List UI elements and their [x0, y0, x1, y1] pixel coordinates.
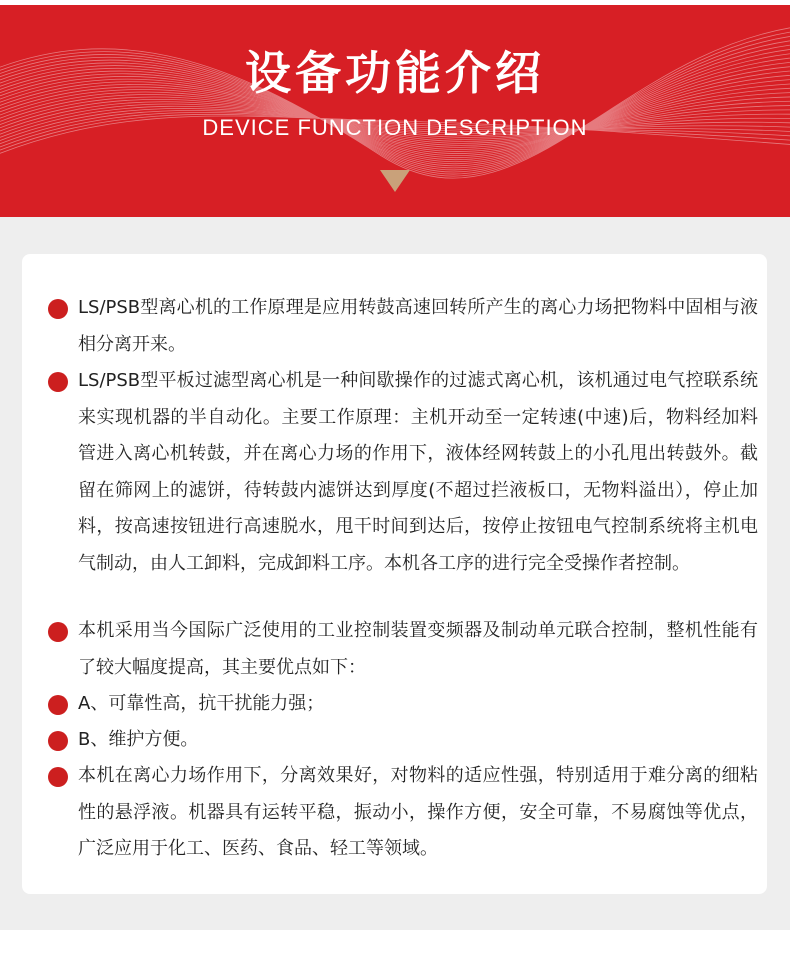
bullet-dot-icon	[48, 622, 68, 642]
list-item-text: 本机在离心力场作用下，分离效果好，对物料的适应性强，特别适用于难分离的细粘性的悬浮液。机器具有运转平稳，振动小，操作方便，安全可靠，不易腐蚀等优点，广泛应用于化工、医药、食品、轻工等领域。	[78, 765, 758, 859]
bullet-dot-icon	[48, 695, 68, 715]
down-arrow-icon	[380, 170, 410, 192]
list-item-text: LS/PSB型平板过滤型离心机是一种间歇操作的过滤式离心机，该机通过电气控联系统来实现机器的半自动化。主要工作原理：主机开动至一定转速(中速)后，物料经加料管进入离心机转鼓，并在离心力场的作用下，液体经网转鼓上的小孔甩出转鼓外。截留在筛网上的滤饼，待转鼓内滤饼达到厚度(不超过拦液板口，无物料溢出），停止加料，按高速按钮进行高速脱水，甩干时间到达后，按停止按钮电气控制系统将主机电气制动，由人工卸料，完成卸料工序。本机各工序的进行完全受操作者控制。	[78, 370, 758, 574]
page-subtitle: DEVICE FUNCTION DESCRIPTION	[202, 115, 588, 140]
header-banner	[0, 5, 790, 217]
bullet-dot-icon	[48, 372, 68, 392]
list-item-text: B、维护方便。	[78, 729, 199, 750]
bullet-dot-icon	[48, 767, 68, 787]
page-title: 设备功能介绍	[245, 46, 545, 100]
list-item-text: LS/PSB型离心机的工作原理是应用转鼓高速回转所产生的离心力场把物料中固相与液相分离开来。	[78, 297, 758, 355]
bullet-dot-icon	[48, 299, 68, 319]
bullet-dot-icon	[48, 731, 68, 751]
description-card	[22, 254, 767, 894]
list-item-text: 本机采用当今国际广泛使用的工业控制装置变频器及制动单元联合控制，整机性能有了较大幅度提高，其主要优点如下：	[78, 620, 758, 678]
list-item-text: A、可靠性高，抗干扰能力强；	[78, 693, 325, 714]
